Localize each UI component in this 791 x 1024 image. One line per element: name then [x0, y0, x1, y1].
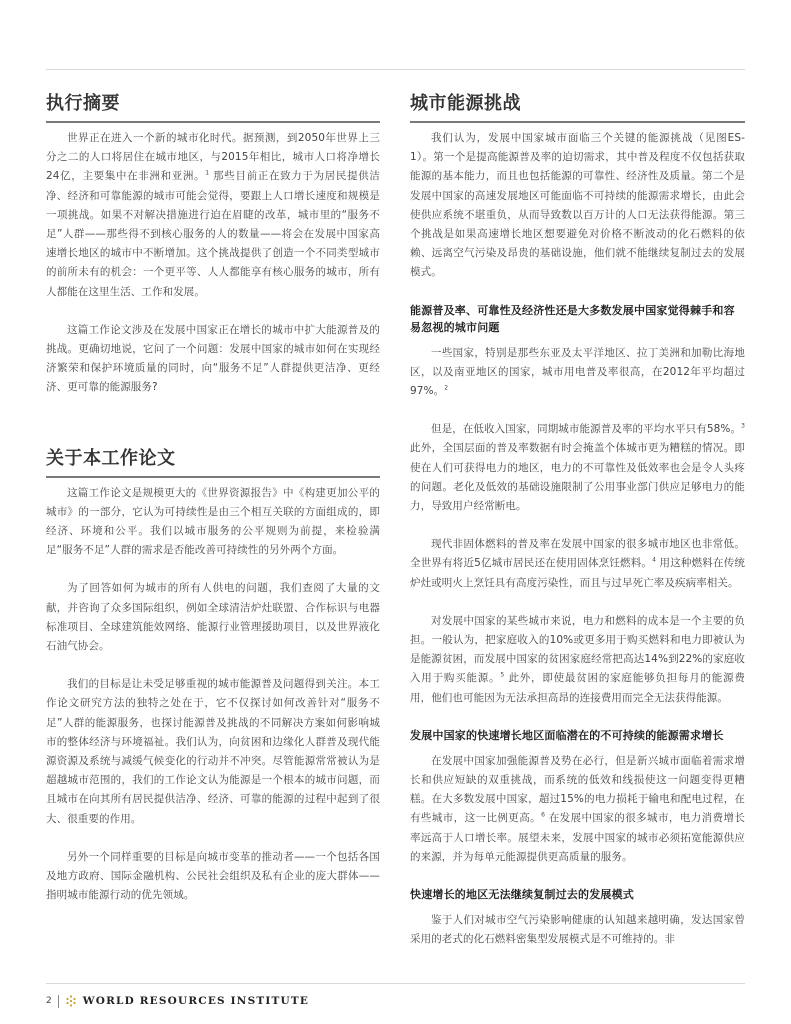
paragraph: 我们认为，发展中国家城市面临三个关键的能源挑战（见图ES-1）。第一个是提高能源普及率的迫切需求，其中普及程度不仅包括获取能源的基本能力，而且也包括能源的可靠性、经济性及质量。第二个是发展中国家的高速发展地区可能面临不可持续的能源需求增长，由此会使供应系统不堪重负，从而导致数以百万计的人口无法获得能源。第三个挑战是如果高速增长地区想要避免对价格不断波动的化石燃料的依赖、远离空气污染及昂贵的基础设施，他们就不能继续复制过去的发展模式。: [410, 132, 745, 279]
paragraph: 这篇工作论文是规模更大的《世界资源报告》中《构建更加公平的城市》的一部分，它认为可持续性是由三个相互关联的方面组成的，即经济、环境和公平。我们以城市服务的公平规则为前提，来检验满足“服务不足”人群的需求是否能改善可持续性的另外两个方面。: [46, 486, 380, 557]
text-run: 用这种燃料在传统炉灶或明火上烹饪具有高度污染性，而且与过早死亡率及疾病率相关。: [410, 557, 745, 589]
text-run: 此外，全国层面的普及率数据有时会掩盖个体城市更为糟糕的情况。即使在人们可获得电力的地区，电力的不可靠性及低效率也会是令人头疼的问题。老化及低效的基础设施限制了公用事业部门供应足够电力的能力，导致用户经常断电。: [410, 442, 745, 513]
page-number: 2: [46, 996, 52, 1006]
page-footer: [46, 990, 309, 1012]
right-column: [410, 90, 745, 969]
section-rule: [46, 476, 380, 478]
subheading-access-reliability: 能源普及率、可靠性及经济性还是大多数发展中国家觉得棘手和容易忽视的城市问题: [410, 303, 735, 334]
paragraph: [410, 535, 745, 593]
footnote-ref[interactable]: 3: [741, 422, 745, 430]
section-rule: [410, 121, 745, 123]
subheading-past-models: 快速增长的地区无法继续复制过去的发展模式: [410, 888, 634, 902]
top-divider: [46, 69, 745, 70]
section-title-about-paper: 关于本工作论文: [46, 447, 176, 469]
bottom-divider: [46, 983, 745, 984]
text-run: 现代非固体燃料的普及率在发展中国家的很多城市地区也非常低。全世界有将近5亿城市居民还在使用固体烹饪燃料。: [410, 538, 745, 570]
paragraph: [410, 612, 745, 708]
paragraph: 为了回答如何为城市的所有人供电的问题，我们查阅了大量的文献，并咨询了众多国际组织，例如全球清洁炉灶联盟、合作标识与电器标准项目、全球建筑能效网络、能源行业管理援助项目，以及世界液化石油气协会。: [46, 582, 380, 653]
wri-logo-icon: [65, 995, 77, 1007]
paragraph: 这篇工作论文涉及在发展中国家正在增长的城市中扩大能源普及的挑战。更确切地说，它问了一个问题：发展中国家的城市如何在实现经济繁荣和保护环境质量的同时，向“服务不足”人群提供更洁净、更经济、更可靠的能源服务?: [46, 323, 380, 394]
footnote-ref[interactable]: 5: [500, 671, 505, 679]
paragraph: 鉴于人们对城市空气污染影响健康的认知越来越明确，发达国家曾采用的老式的化石燃料密集型发展模式是不可维持的。非: [410, 914, 745, 946]
org-name: WORLD RESOURCES INSTITUTE: [82, 995, 310, 1007]
text-run: 但是，在低收入国家，同期城市能源普及率的平均水平只有58%。: [431, 423, 742, 436]
section-rule: [46, 121, 380, 123]
text-run: 此外，即使最贫困的家庭能够负担每月的能源费用，他们也可能因为无法承担高昂的连接费用而完全无法获得能源。: [410, 672, 745, 704]
text-run: 一些国家，特别是那些东亚及太平洋地区、拉丁美洲和加勒比海地区，以及南亚地区的国家，城市用电普及率很高，在2012年平均超过97%。: [410, 346, 745, 398]
text-run: 对发展中国家的某些城市来说，电力和燃料的成本是一个主要的负担。一般认为，把家庭收入的10%或更多用于购买燃料和电力即被认为是能源贫困，而发展中国家的贫困家庭经常把高达14%到22%的家庭收入用于购买能源。: [410, 614, 745, 685]
text-run: 在发展中国家加强能源普及势在必行，但是新兴城市面临着需求增长和供应短缺的双重挑战，而系统的低效和线损使这一问题变得更糟糕。在大多数发展中国家，超过15%的电力损耗于输电和配电过程，在有些城市，这一比例更高。: [410, 754, 745, 825]
section-title-executive-summary: 执行摘要: [46, 93, 120, 114]
footnote-ref[interactable]: 4: [652, 556, 657, 564]
paragraph: 另外一个同样重要的目标是向城市变革的推动者——一个包括各国及地方政府、国际金融机构、公民社会组织及私有企业的庞大群体——指明城市能源行动的优先领域。: [46, 850, 380, 902]
paragraph: 我们的目标是让未受足够重视的城市能源普及问题得到关注。本工作论文研究方法的独特之处在于，它不仅探讨如何改善针对“服务不足”人群的能源服务，也探讨能源普及挑战的不同解决方案如何影响城市的整体经济与环境福祉。我们认为，向贫困和边缘化人群普及现代能源资源及系统与减缓气候变化的行动并不冲突。尽管能源常常被认为是超越城市范围的，我们的工作论文认为能源是一个根本的城市问题，而且城市在向其所有居民提供洁净、经济、可靠的能源的过程中起到了很大、很重要的作用。: [46, 678, 380, 825]
paragraph: [46, 129, 380, 302]
footnote-ref[interactable]: 1: [205, 169, 210, 177]
footnote-ref[interactable]: 6: [541, 811, 545, 819]
paragraph: [410, 420, 745, 516]
footnote-ref[interactable]: 2: [444, 384, 449, 392]
paragraph: [410, 752, 745, 867]
text-run: 在发展中国家的很多城市，电力消费增长率远高于人口增长率。展望未来，发展中国家的城市必须拓宽能源供应的来源，并为每单元能源提供更高质量的服务。: [410, 812, 745, 863]
subheading-unsustainable-demand: 发展中国家的快速增长地区面临潜在的不可持续的能源需求增长: [410, 728, 724, 742]
paragraph: [410, 344, 745, 402]
text-run: 世界正在进入一个新的城市化时代。据预测，到2050年世界上三分之二的人口将居住在城市地区，与2015年相比，城市人口将净增长24亿，主要集中在非洲和亚洲。: [46, 132, 380, 183]
footer-separator: [58, 995, 59, 1008]
section-title-urban-energy-challenge: 城市能源挑战: [410, 93, 521, 114]
left-column: [46, 90, 380, 925]
text-run: 那些目前正在致力于为居民提供洁净、经济和可靠能源的城市可能会觉得，要跟上人口增长速度和规模是一项挑战。如果不对解决措施进行迫在眉睫的改革，城市里的“服务不足”人群——那些得不到核心服务的人的数量——将会在发展中国家高速增长地区的城市中不断增加。这个挑战提供了创造一个不同类型城市的前所未有的机会：一个更平等、人人都能享有核心服务的城市，所有人都能在这里生活、工作和发展。: [46, 170, 380, 298]
